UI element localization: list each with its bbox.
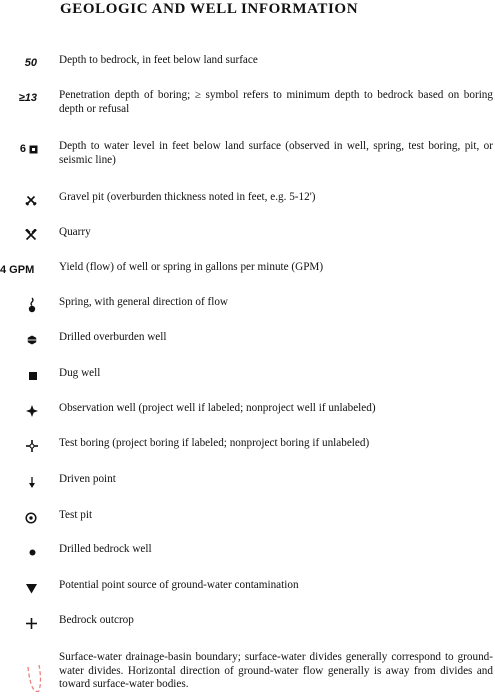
crossed-shovels-icon bbox=[25, 194, 37, 206]
dashed-curve-icon bbox=[24, 651, 44, 697]
open-cross-icon bbox=[26, 440, 38, 452]
driven-point-symbol bbox=[0, 473, 36, 491]
penetration-depth-label: ≥13 bbox=[18, 92, 37, 104]
quarry-symbol bbox=[0, 226, 37, 244]
test-pit-symbol bbox=[0, 509, 37, 527]
driven-point-text: Driven point bbox=[59, 473, 116, 485]
observation-well-text: Observation well (project well if labeled; nonproject well if unlabeled) bbox=[59, 402, 376, 414]
yield-symbol bbox=[0, 261, 38, 279]
dug-well-symbol bbox=[0, 367, 37, 385]
down-arrow-icon bbox=[28, 477, 36, 488]
test-boring-symbol bbox=[0, 437, 38, 455]
contamination-source-text: Potential point source of ground-water contamination bbox=[59, 579, 299, 591]
dot-icon bbox=[29, 549, 36, 556]
bedrock-outcrop-text: Bedrock outcrop bbox=[59, 614, 134, 626]
bedrock-outcrop-symbol bbox=[0, 614, 37, 632]
spring-icon bbox=[28, 297, 36, 313]
spring-symbol bbox=[0, 296, 36, 314]
drilled-bedrock-well-text: Drilled bedrock well bbox=[59, 543, 152, 555]
page-title: GEOLOGIC AND WELL INFORMATION bbox=[60, 1, 359, 17]
yield-label: 4 GPM bbox=[0, 264, 35, 276]
observation-well-symbol bbox=[0, 402, 38, 420]
drilled-overburden-well-text: Drilled overburden well bbox=[59, 331, 167, 343]
drainage-boundary-text: Surface-water drainage-basin boundary; surface-water divides generally correspond to ground-water divides. Horizontal direction of ground-water flow generally is away from divides and toward surface-water bodies. bbox=[59, 651, 493, 690]
square-icon bbox=[29, 372, 37, 380]
water-level-label: 6 bbox=[19, 143, 26, 155]
drilled-bedrock-well-symbol bbox=[0, 543, 36, 561]
quarry-text: Quarry bbox=[59, 226, 91, 238]
spring-text: Spring, with general direction of flow bbox=[59, 296, 229, 308]
depth-to-bedrock-symbol bbox=[0, 54, 37, 72]
depth-to-bedrock-label: 50 bbox=[24, 57, 37, 69]
drainage-boundary-symbol bbox=[24, 651, 46, 697]
dug-well-text: Dug well bbox=[59, 367, 101, 379]
gravel-pit-text: Gravel pit (overburden thickness noted in feet, e.g. 5-12') bbox=[59, 191, 316, 203]
square-dot-icon bbox=[29, 145, 38, 154]
penetration-depth-symbol bbox=[0, 89, 37, 107]
gravel-pit-symbol bbox=[0, 191, 37, 209]
plus-icon bbox=[26, 618, 37, 629]
water-level-symbol bbox=[0, 140, 38, 158]
water-level-text: Depth to water level in feet below land surface (observed in well, spring, test boring, pit, or seismic line) bbox=[59, 140, 493, 166]
crossed-hammers-icon bbox=[25, 229, 37, 241]
contamination-source-symbol bbox=[0, 579, 37, 597]
drilled-overburden-well-symbol bbox=[0, 331, 37, 349]
depth-to-bedrock-text: Depth to bedrock, in feet below land surface bbox=[59, 54, 258, 66]
test-boring-text: Test boring (project boring if labeled; nonproject boring if unlabeled) bbox=[59, 437, 370, 449]
circle-dot-icon bbox=[25, 512, 37, 524]
yield-text: Yield (flow) of well or spring in gallons per minute (GPM) bbox=[59, 261, 324, 273]
test-pit-text: Test pit bbox=[59, 509, 93, 521]
penetration-depth-text: Penetration depth of boring; ≥ symbol refers to minimum depth to bedrock based on boring depth or refusal bbox=[59, 89, 493, 115]
four-point-star-icon bbox=[26, 405, 38, 417]
triangle-down-icon bbox=[26, 583, 37, 594]
hexagon-icon bbox=[27, 335, 37, 345]
